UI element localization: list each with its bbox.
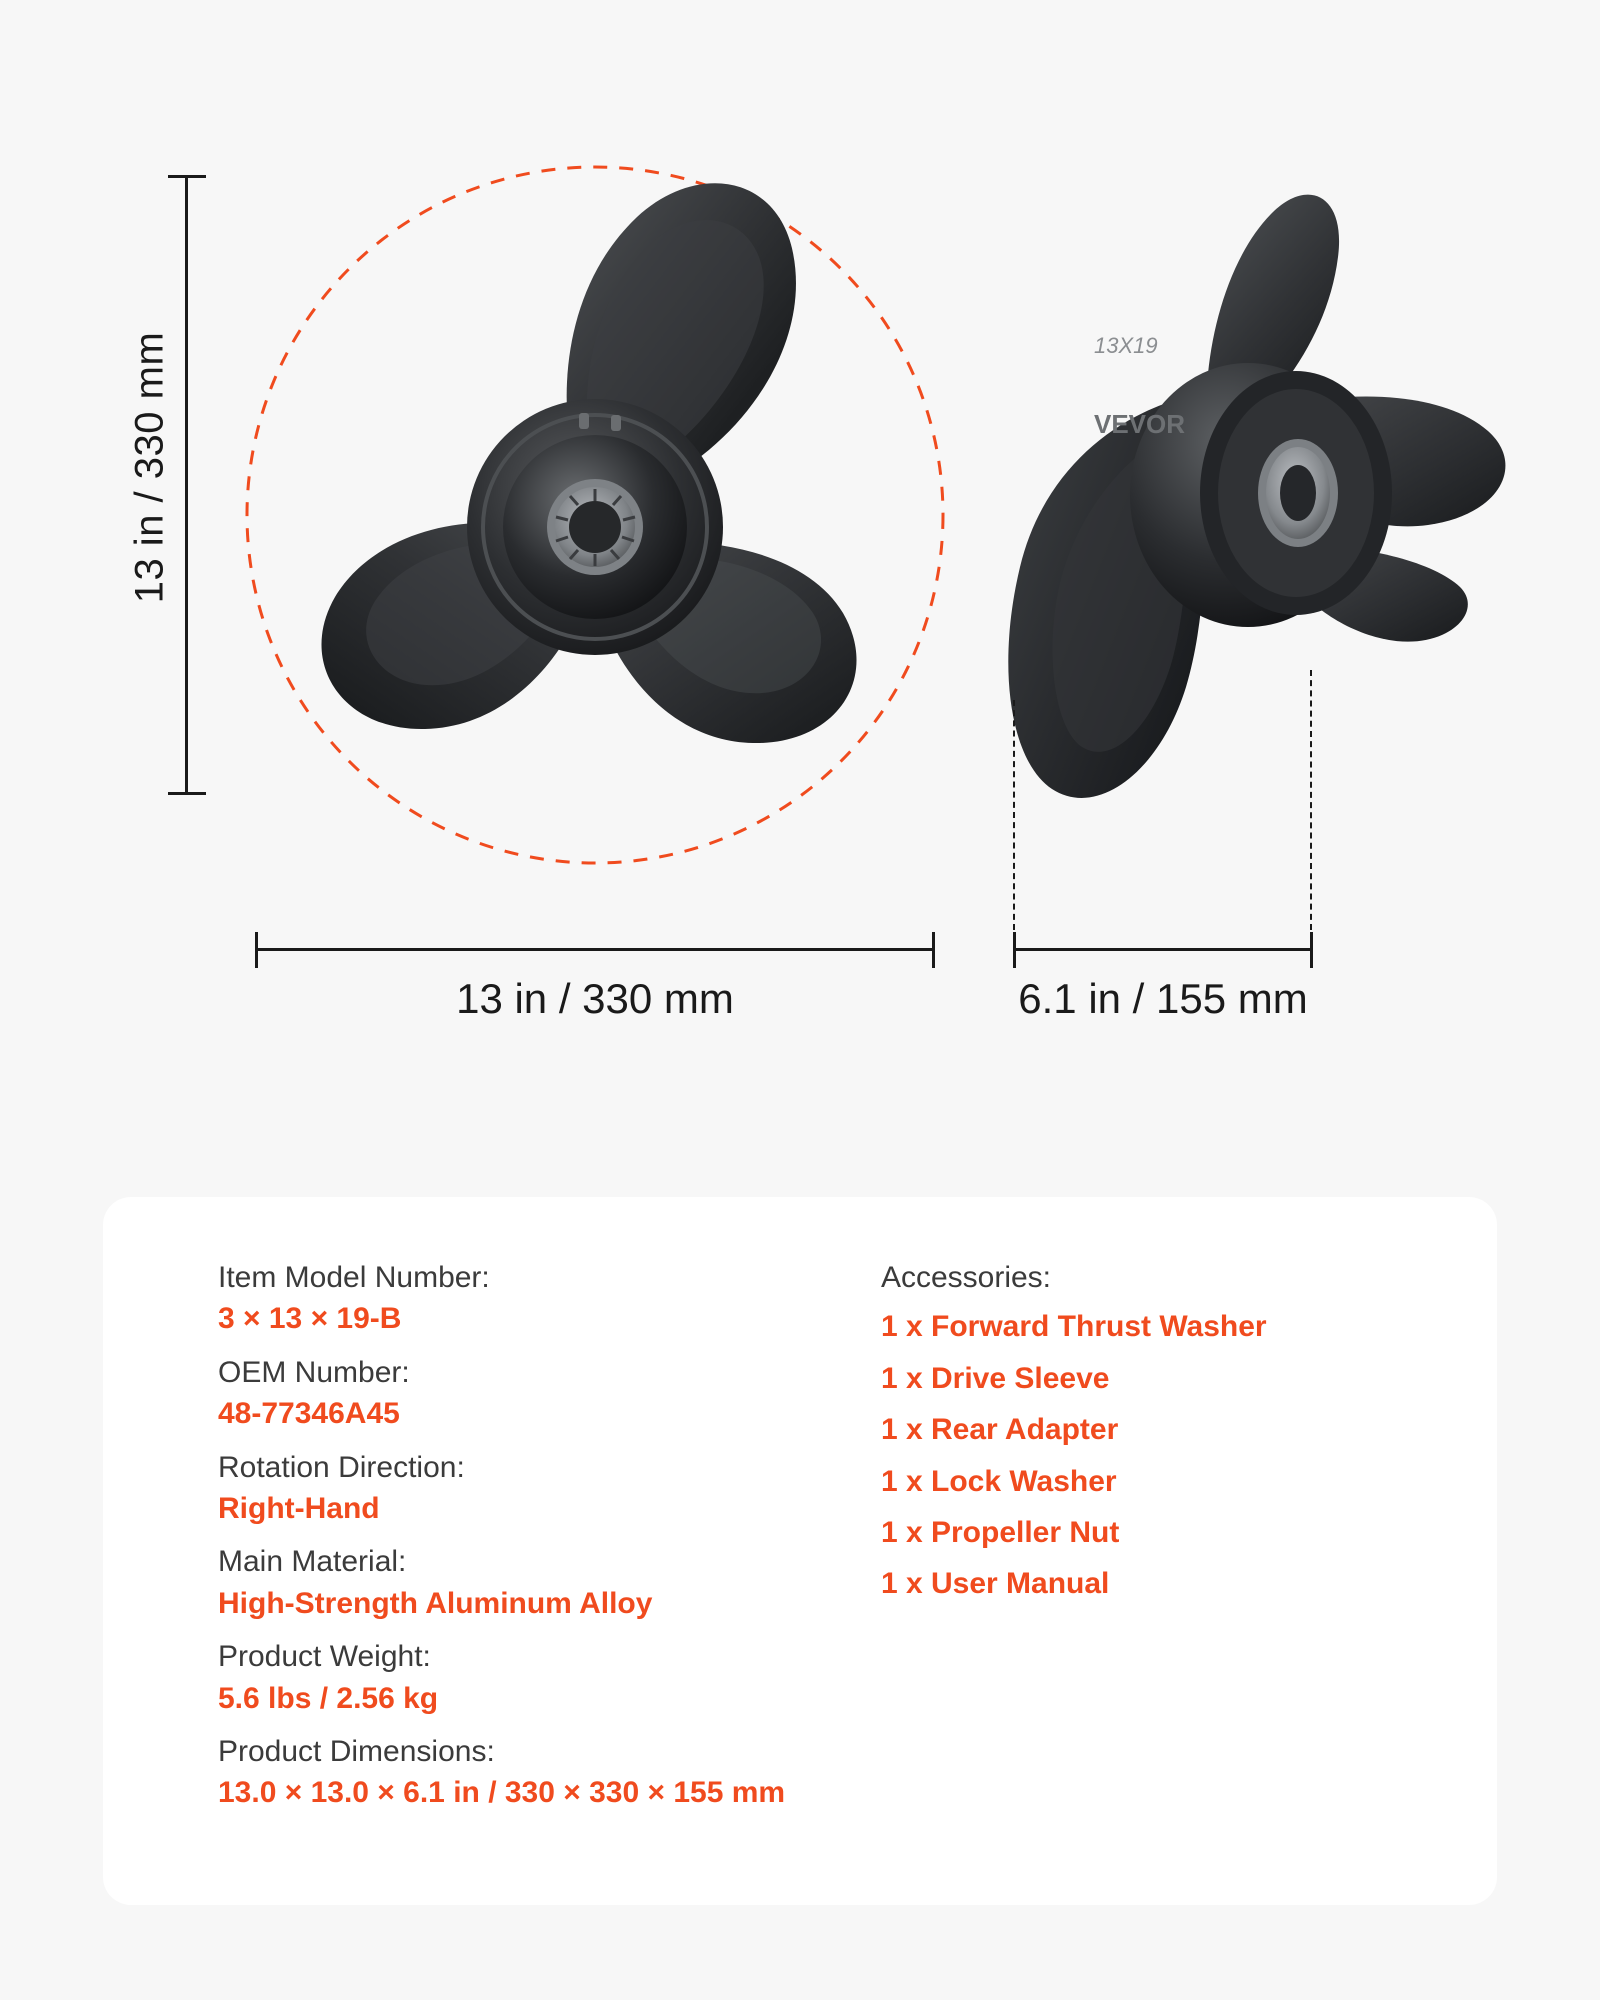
accessory-item: 1 x User Manual	[880, 1567, 1110, 1601]
accessory-item: 1 x Drive Sleeve	[880, 1361, 1110, 1395]
spec-value-dimensions: 13.0 × 13.0 × 6.1 in / 330 × 330 × 155 mm	[218, 1776, 786, 1810]
vertical-dimension-bracket	[110, 175, 230, 795]
spec-label-model: Item Model Number:	[218, 1261, 490, 1294]
side-spline-center	[1280, 465, 1316, 521]
vertical-dimension-cap-bottom	[168, 792, 206, 795]
side-extension-line-left	[1013, 700, 1015, 930]
side-width-cap-right	[1310, 932, 1313, 968]
spec-label-oem: OEM Number:	[218, 1355, 410, 1389]
spec-value-material: High-Strength Aluminum Alloy	[218, 1586, 653, 1620]
hub-marking-text: 13X19	[1094, 333, 1158, 358]
spec-label-weight: Product Weight:	[218, 1640, 431, 1674]
accessory-item: 1 x Rear Adapter	[880, 1413, 1119, 1447]
side-width-bracket	[1013, 930, 1313, 970]
specifications-column	[163, 1237, 851, 1865]
accessory-item: 1 x Lock Washer	[880, 1464, 1117, 1498]
brand-marking-text: VEVOR	[1094, 409, 1186, 439]
specification-card	[103, 1197, 1497, 1905]
side-extension-line-right	[1310, 670, 1312, 930]
front-width-cap-right	[932, 932, 935, 968]
spec-value-model: 3 × 13 × 19-B	[218, 1302, 402, 1336]
vertical-dimension-line	[185, 175, 188, 795]
side-width-label: 6.1 in / 155 mm	[1018, 975, 1308, 1022]
spec-label-material: Main Material:	[218, 1545, 407, 1579]
front-width-line	[255, 948, 935, 951]
accessory-item: 1 x Forward Thrust Washer	[880, 1310, 1267, 1344]
accessories-title: Accessories:	[880, 1261, 1052, 1294]
hub-notch-b	[611, 415, 621, 431]
propeller-side-view	[990, 175, 1530, 875]
spec-label-rotation: Rotation Direction:	[218, 1450, 465, 1484]
front-width-label: 13 in / 330 mm	[456, 975, 734, 1022]
spec-value-oem: 48-77346A45	[218, 1397, 400, 1431]
spec-label-dimensions: Product Dimensions:	[218, 1734, 495, 1768]
spec-value-weight: 5.6 lbs / 2.56 kg	[218, 1681, 439, 1715]
accessories-column	[851, 1237, 1437, 1865]
propeller-front-view	[225, 145, 965, 885]
hub-notch-a	[579, 413, 589, 429]
spline-center	[569, 501, 621, 553]
front-width-bracket	[255, 930, 935, 970]
accessory-item: 1 x Propeller Nut	[880, 1515, 1120, 1549]
side-width-line	[1013, 948, 1313, 951]
vertical-dimension-label: 13 in / 330 mm	[127, 331, 172, 604]
spec-value-rotation: Right-Hand	[218, 1491, 380, 1525]
